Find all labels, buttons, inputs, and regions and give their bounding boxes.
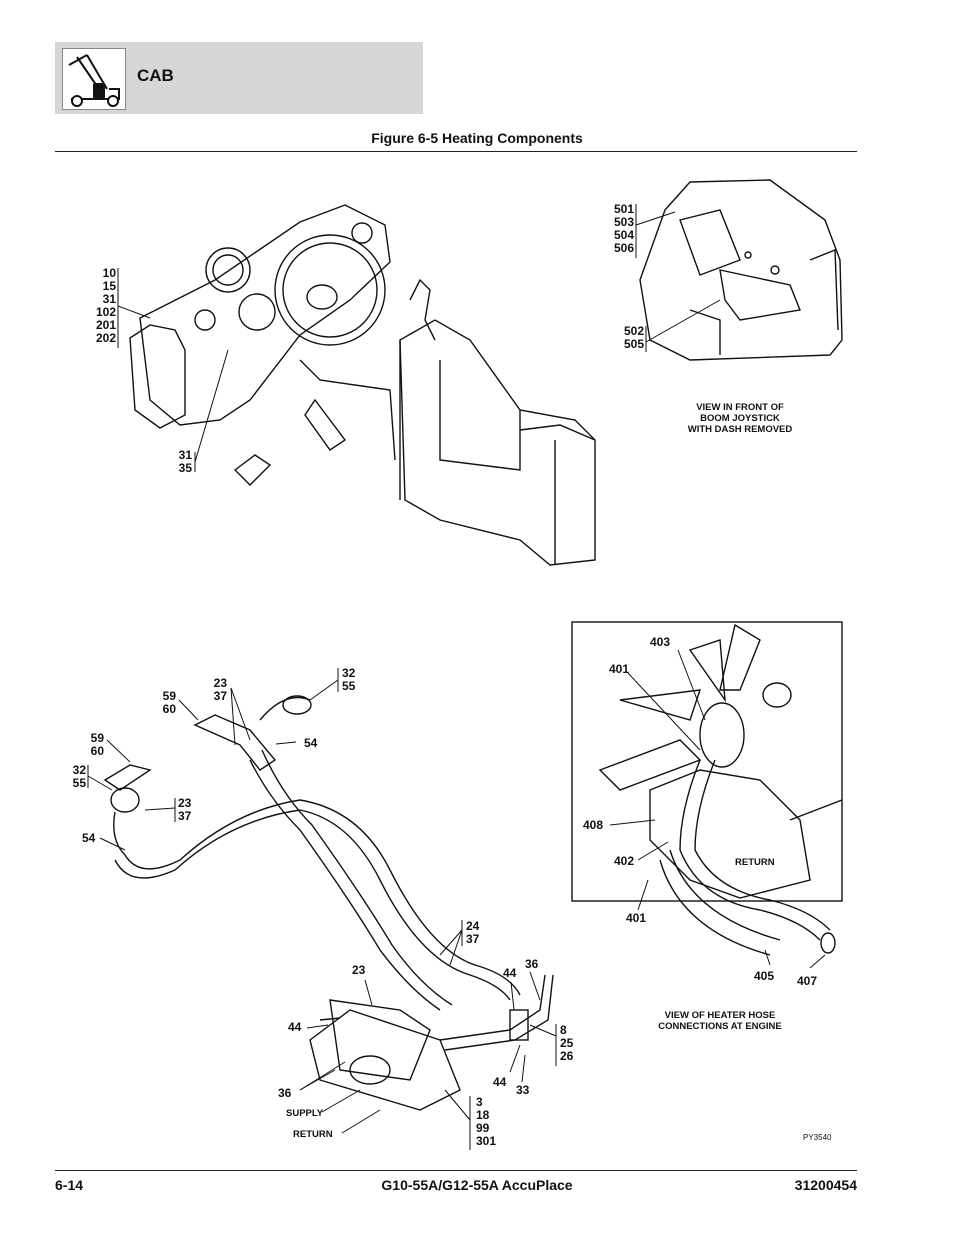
engine-view-illustration — [600, 625, 842, 955]
callout: 31 — [102, 292, 116, 306]
callout-joystick-top — [600, 203, 634, 255]
caption-line: BOOM JOYSTICK — [700, 413, 780, 424]
callout: 25 — [560, 1036, 574, 1050]
callout-heater-right-hose: 36 — [525, 957, 539, 971]
heater-hose-illustration — [105, 696, 553, 1110]
callout-heater-body — [476, 1096, 496, 1148]
callout: 501 — [613, 202, 634, 216]
page-number: 6-14 — [55, 1177, 84, 1193]
callout: 10 — [102, 266, 116, 280]
callout-engine-408: 408 — [583, 818, 604, 832]
callout-heater-lines: 36 — [278, 1086, 292, 1100]
callout-engine-401-bottom: 401 — [626, 911, 647, 925]
callout-vent-a-hose — [197, 677, 227, 703]
callout: 503 — [613, 215, 634, 229]
callout-engine-407: 407 — [797, 974, 818, 988]
callout: 3 — [476, 1095, 483, 1109]
callout: 23 — [178, 796, 192, 810]
callout: 24 — [466, 919, 480, 933]
callout-engine-402: 402 — [614, 854, 635, 868]
footer-rule — [55, 1170, 857, 1171]
caption-line: VIEW OF HEATER HOSE — [664, 1010, 776, 1021]
callout: 59 — [90, 731, 104, 745]
callout: 502 — [623, 324, 644, 338]
callout: 35 — [178, 461, 192, 475]
callout-vent-b-hose — [178, 797, 191, 823]
callout: 37 — [466, 932, 480, 946]
joystick-caption — [660, 402, 820, 435]
callout-vent-a-clamp: 54 — [304, 736, 318, 750]
callout: 60 — [90, 744, 104, 758]
return-label: RETURN — [293, 1129, 333, 1140]
callout: 506 — [613, 241, 634, 255]
caption-line: VIEW IN FRONT OF — [696, 402, 784, 413]
callout: 505 — [623, 337, 644, 351]
callout: 32 — [342, 666, 356, 680]
callout-heater-right-fitting: 44 — [503, 966, 517, 980]
callout: 55 — [72, 776, 86, 790]
callout-vent-a — [146, 690, 176, 716]
callout-hose-main — [466, 920, 479, 946]
callout-heater-valve-lower: 33 — [516, 1083, 530, 1097]
callout-vent-b-collar — [56, 764, 86, 790]
callout: 60 — [162, 702, 176, 716]
section-title: CAB — [137, 66, 174, 85]
callout-dash-left — [80, 267, 116, 345]
callout: 26 — [560, 1049, 574, 1063]
doc-number: 31200454 — [794, 1177, 857, 1193]
callout: 18 — [476, 1108, 490, 1122]
callout: 102 — [95, 305, 116, 319]
caption-line: WITH DASH REMOVED — [687, 424, 793, 435]
callout: 201 — [95, 318, 116, 332]
figure-title: Figure 6-5 Heating Components — [371, 130, 583, 146]
callout: 8 — [560, 1023, 567, 1037]
callout: 23 — [213, 676, 227, 690]
engine-return-label: RETURN — [735, 857, 775, 868]
callout-engine-403: 403 — [650, 635, 671, 649]
callout-vent-b — [74, 732, 104, 758]
cab-dashboard-illustration — [130, 205, 595, 565]
callout-vent-b-clamp: 54 — [82, 831, 96, 845]
callout: 301 — [476, 1134, 497, 1148]
caption-line: CONNECTIONS AT ENGINE — [658, 1021, 782, 1032]
callout: 32 — [72, 763, 86, 777]
callout-engine-405: 405 — [754, 969, 775, 983]
joystick-view-illustration — [640, 180, 842, 360]
callout: 15 — [102, 279, 116, 293]
callout: 37 — [178, 809, 192, 823]
callout-joystick-bottom — [608, 325, 644, 351]
supply-label: SUPPLY — [286, 1108, 324, 1119]
callout: 31 — [178, 448, 192, 462]
callout: 59 — [162, 689, 176, 703]
callout-heater-hose: 23 — [352, 963, 366, 977]
engine-caption — [630, 1010, 810, 1032]
callout: 99 — [476, 1121, 490, 1135]
drawing-id: PY3540 — [803, 1133, 832, 1142]
callout: 55 — [342, 679, 356, 693]
callout-heater-left-fitting: 44 — [288, 1020, 302, 1034]
model-name: G10-55A/G12-55A AccuPlace — [381, 1177, 573, 1193]
callout-heater-valve — [560, 1024, 573, 1063]
callout: 504 — [613, 228, 634, 242]
callout-heater-lower-fitting: 44 — [493, 1075, 507, 1089]
callout: 202 — [95, 331, 116, 345]
callout: 37 — [213, 689, 227, 703]
callout-vent-a-collar — [342, 667, 355, 693]
callout-engine-401-top: 401 — [609, 662, 630, 676]
callout-dash-lower — [160, 449, 192, 475]
